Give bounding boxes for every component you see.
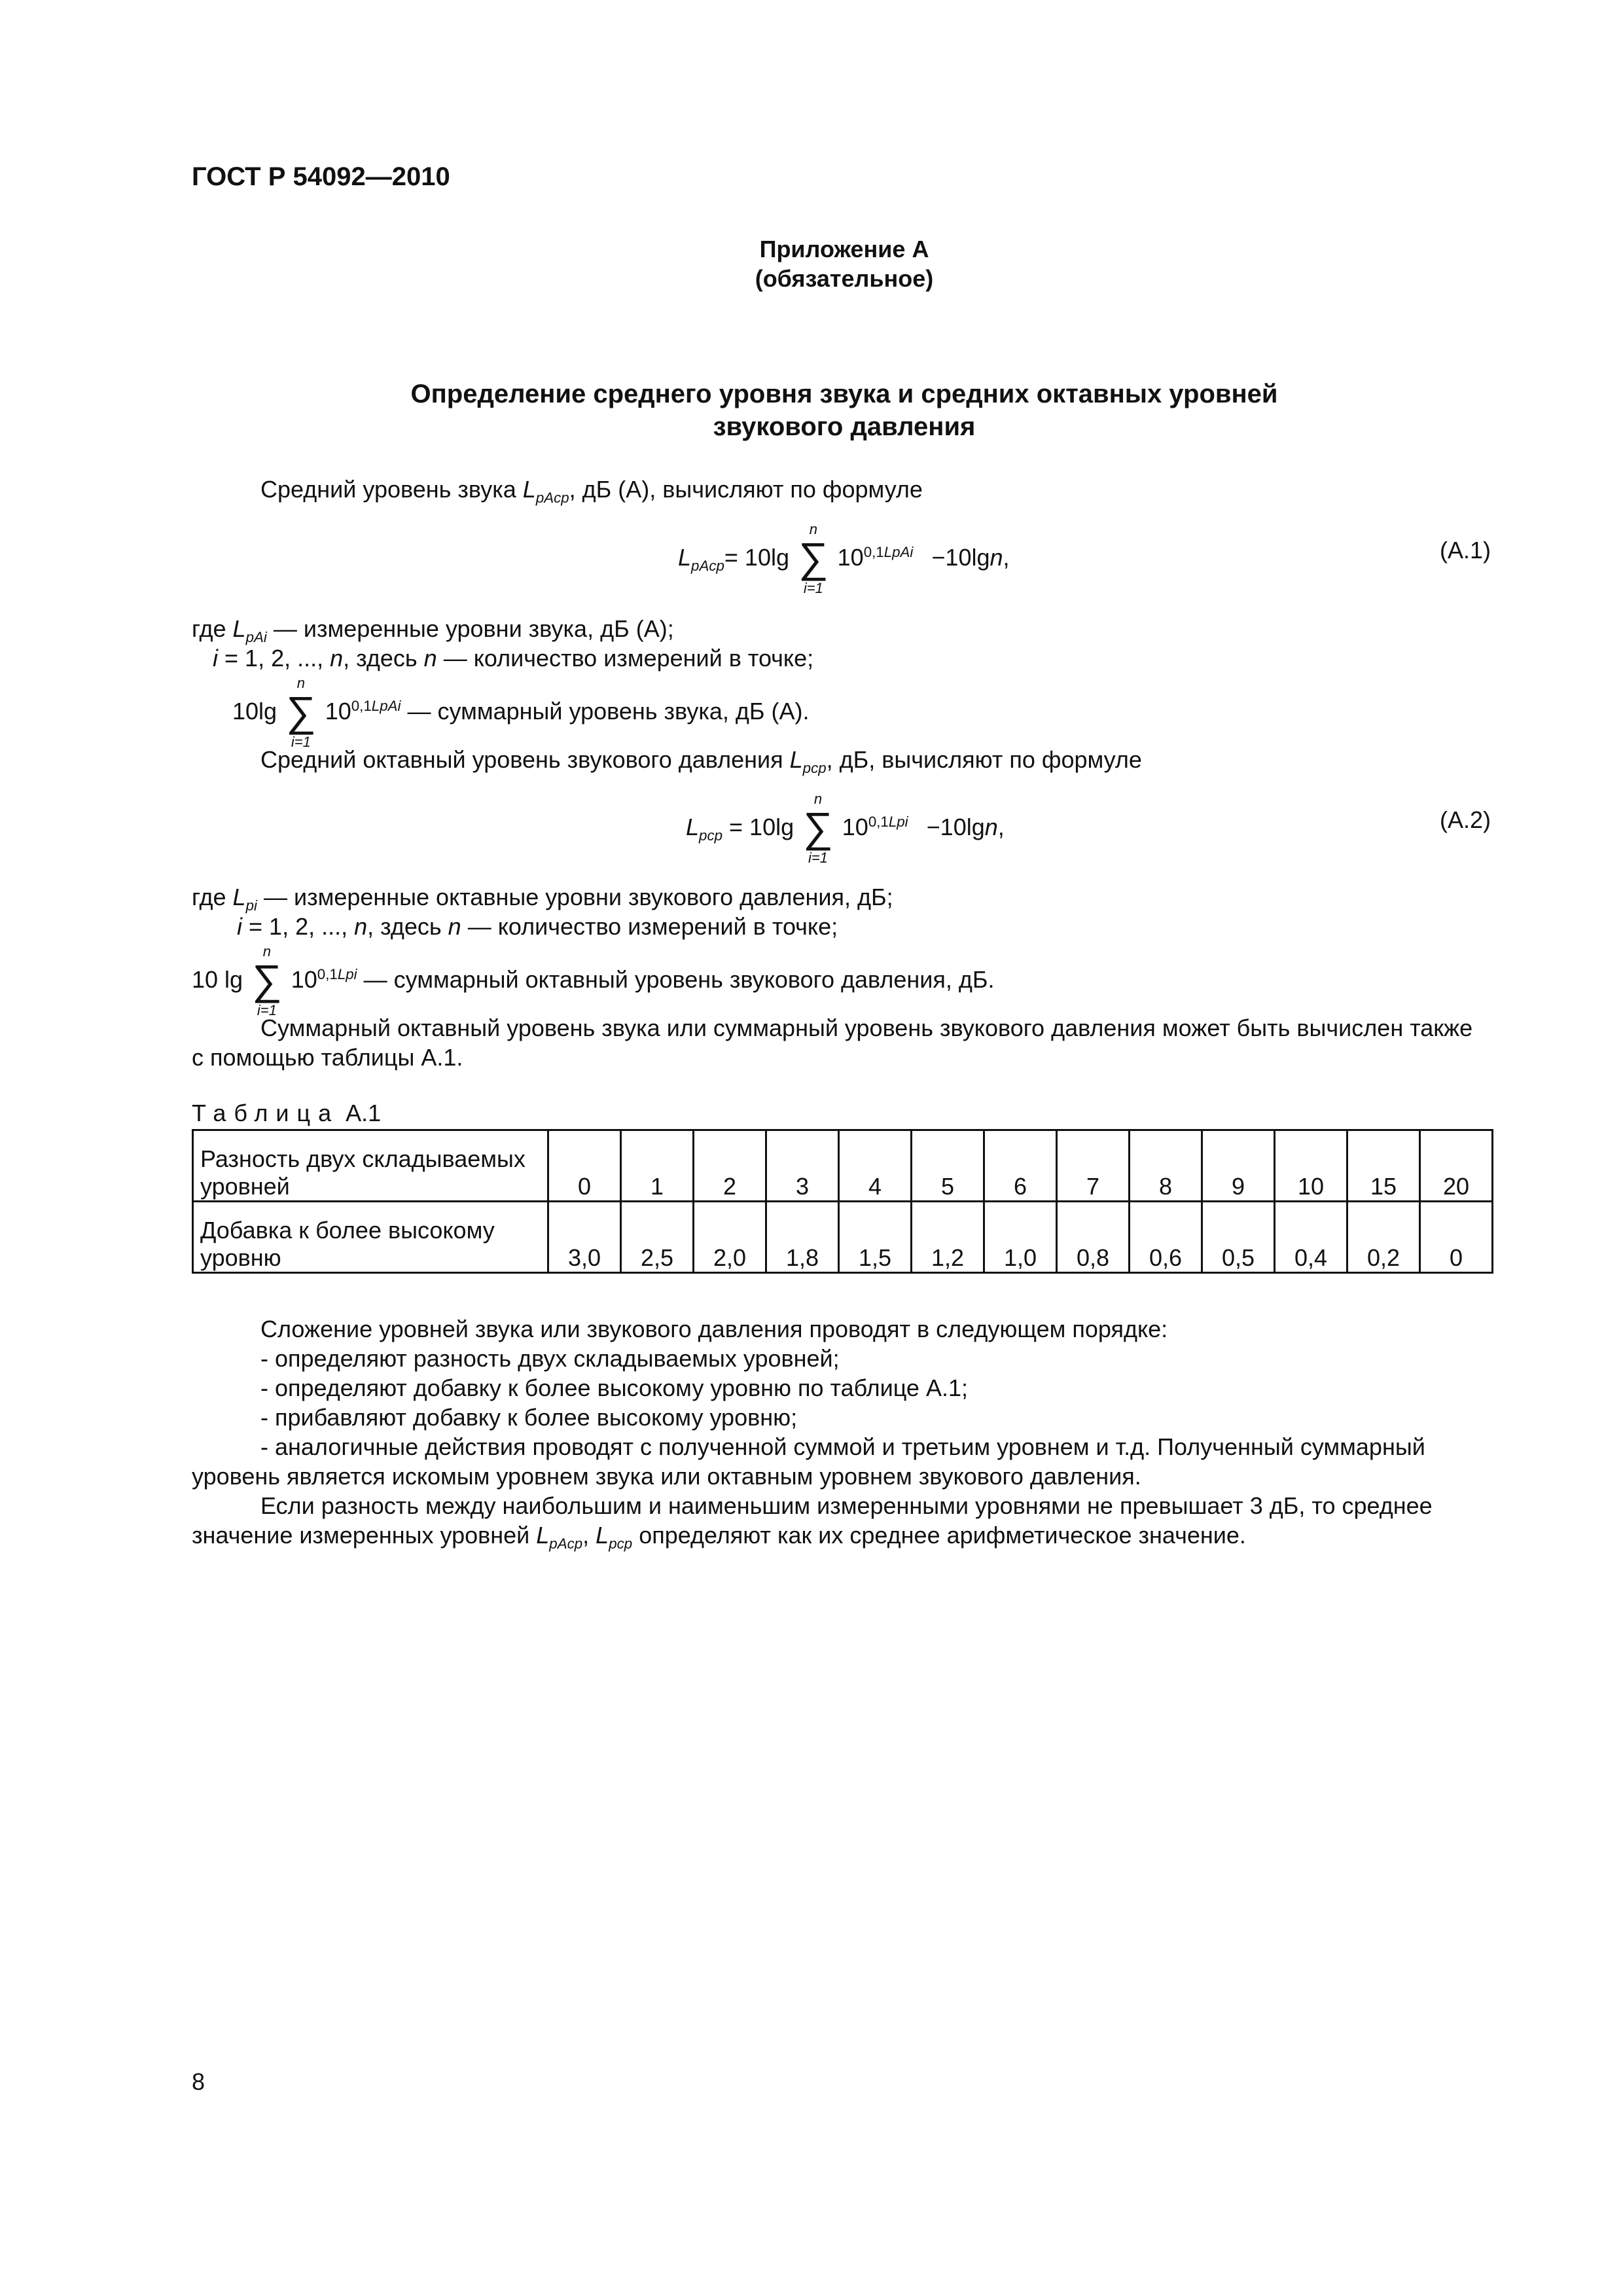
- where-sum-2: 10 lg ∑ n i=1 $10^{0,1Lpi}$ — суммарный октавный уровень звукового давления, дБ.: [192, 943, 995, 1018]
- formula-a2-number: (А.2): [1440, 806, 1491, 833]
- table-cell: 10: [1275, 1130, 1347, 1202]
- appendix-title: Приложение А: [759, 236, 929, 262]
- table-cell: 0,8: [1057, 1202, 1130, 1273]
- table-cell: 0: [1420, 1202, 1493, 1273]
- document-code: ГОСТ Р 54092—2010: [192, 162, 450, 191]
- where-i-range-2: i = 1, 2, ..., n, здесь n — количество измерений в точке;: [237, 913, 838, 940]
- list-item-continuation: уровень является искомым уровнем звука или октавным уровнем звукового давления.: [192, 1463, 1141, 1490]
- table-cell: 0,4: [1275, 1202, 1347, 1273]
- paragraph-table-ref-line1: Суммарный октавный уровень звука или суммарный уровень звукового давления может быть вычислен также: [260, 1014, 1473, 1041]
- table-cell: 0: [548, 1130, 621, 1202]
- table-cell: 2,5: [621, 1202, 694, 1273]
- table-cell: 1,2: [912, 1202, 984, 1273]
- table-cell: 7: [1057, 1130, 1130, 1202]
- table-row-label: Разность двух складываемых уровней: [193, 1130, 548, 1202]
- list-item: - определяют добавку к более высокому уровню по таблице А.1;: [260, 1374, 968, 1401]
- summation-symbol: ∑ n i=1: [798, 521, 829, 596]
- section-title-line2: звукового давления: [713, 412, 976, 441]
- closing-paragraph-line2: значение измеренных уровней $L_{pAср}$, $L_{pср}$ определяют как их среднее арифметическое значение.: [192, 1522, 1246, 1552]
- appendix-note: (обязательное): [755, 265, 934, 292]
- table-cell: 4: [839, 1130, 912, 1202]
- table-cell: 3,0: [548, 1202, 621, 1273]
- section-title-line1: Определение среднего уровня звука и средних октавных уровней: [410, 380, 1278, 408]
- where-i-range-1: i = 1, 2, ..., n, здесь n — количество измерений в точке;: [213, 645, 814, 672]
- formula-a1-number: (А.1): [1440, 537, 1491, 564]
- table-cell: 3: [766, 1130, 839, 1202]
- summation-symbol: ∑ n i=1: [252, 943, 282, 1018]
- table-cell: 1,5: [839, 1202, 912, 1273]
- table-cell: 0,2: [1347, 1202, 1420, 1273]
- table-cell: 5: [912, 1130, 984, 1202]
- list-item: - прибавляют добавку к более высокому уровню;: [260, 1404, 798, 1431]
- where-lpi: где $L_{pi}$ — измеренные октавные уровни звукового давления, дБ;: [192, 884, 893, 914]
- paragraph-intro-2: Средний октавный уровень звукового давления $L_{pср}$, дБ, вычисляют по формуле: [260, 746, 1142, 777]
- closing-paragraph-line1: Если разность между наибольшим и наименьшим измеренными уровнями не превышает 3 дБ, то среднее: [260, 1492, 1433, 1519]
- table-cell: 0,5: [1202, 1202, 1275, 1273]
- table-cell: 15: [1347, 1130, 1420, 1202]
- table-cell: 1,0: [984, 1202, 1057, 1273]
- table-cell: 1: [621, 1130, 694, 1202]
- formula-a1: $L_{pAср}= 10\lg$ ∑ n i=1 $10^{0,1LpAi} -10\lg n$,: [678, 521, 1010, 596]
- table-cell: 2,0: [694, 1202, 766, 1273]
- list-item: - определяют разность двух складываемых уровней;: [260, 1345, 840, 1372]
- table-cell: 0,6: [1130, 1202, 1202, 1273]
- procedure-intro: Сложение уровней звука или звукового давления проводят в следующем порядке:: [260, 1316, 1168, 1342]
- table-a1: [192, 1129, 1493, 1274]
- summation-symbol: ∑ n i=1: [803, 791, 833, 866]
- list-item: - аналогичные действия проводят с полученной суммой и третьим уровнем и т.д. Полученный суммарный: [260, 1433, 1425, 1460]
- table-cell: 6: [984, 1130, 1057, 1202]
- table-row: [193, 1202, 1493, 1273]
- page-number: 8: [192, 2068, 205, 2095]
- summation-symbol: ∑ n i=1: [286, 675, 316, 750]
- table-cell: 20: [1420, 1130, 1493, 1202]
- table-row-label: Добавка к более высокому уровню: [193, 1202, 548, 1273]
- paragraph-table-ref-line2: с помощью таблицы А.1.: [192, 1044, 463, 1071]
- table-cell: 2: [694, 1130, 766, 1202]
- paragraph-intro-1: Средний уровень звука $L_{pAср}$, дБ (А), вычисляют по формуле: [260, 476, 923, 507]
- formula-a2: $L_{pср} = 10\lg$ ∑ n i=1 $10^{0,1Lpi} -10\lg n$,: [686, 791, 1005, 866]
- where-sum-1: 10lg ∑ n i=1 $10^{0,1LpAi}$ — суммарный уровень звука, дБ (А).: [232, 675, 810, 750]
- where-lpai: где $L_{pAi}$ — измеренные уровни звука, дБ (А);: [192, 615, 674, 646]
- table-cell: 1,8: [766, 1202, 839, 1273]
- table-cell: 8: [1130, 1130, 1202, 1202]
- table-caption: Таблица А.1: [192, 1100, 382, 1126]
- table-row: [193, 1130, 1493, 1202]
- table-cell: 9: [1202, 1130, 1275, 1202]
